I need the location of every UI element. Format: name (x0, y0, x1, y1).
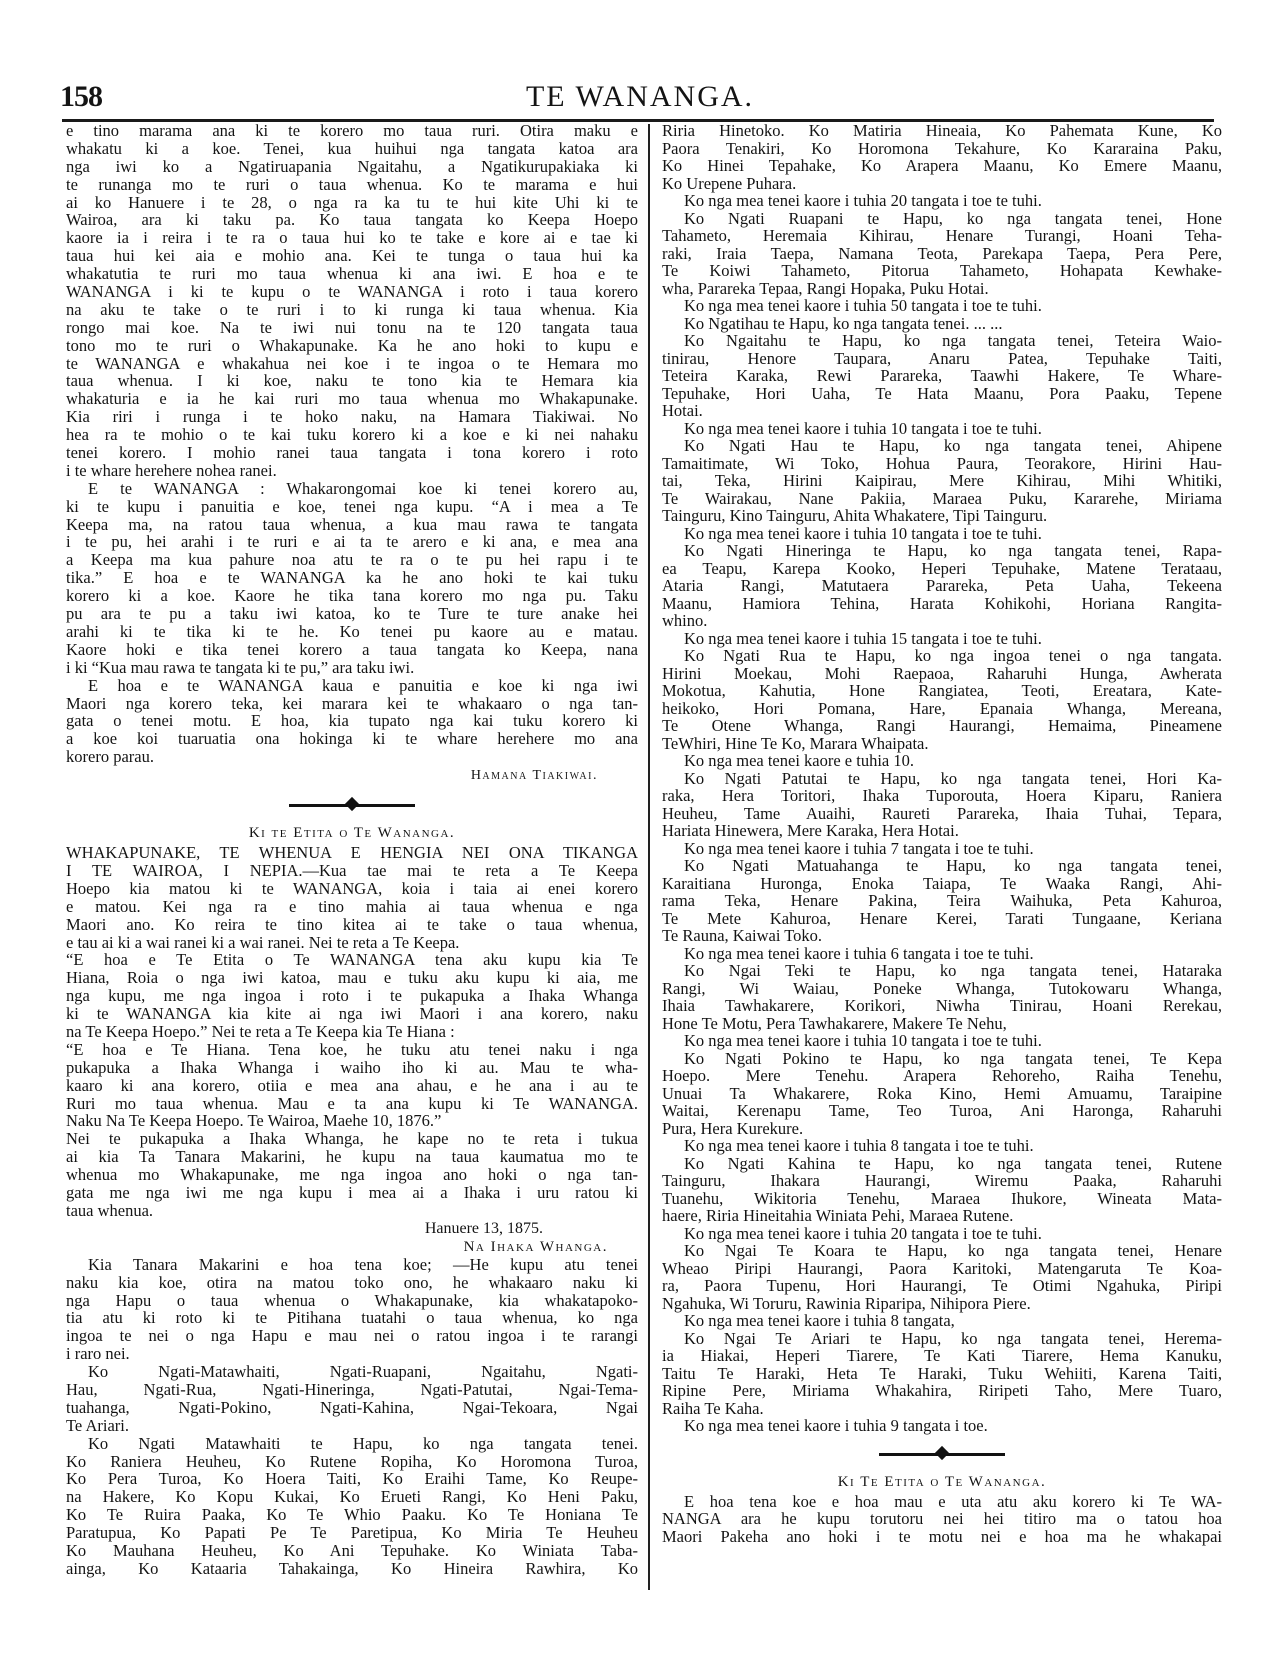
text-line: ra, Paora Tupenu, Hori Haurangi, Te Otimi Ngahuka, Piripi (662, 1276, 1222, 1295)
text-line: arahi ki te tika ki te he. Ko tenei pu kaore au e matau. (66, 621, 638, 641)
text-line: rama Teka, Henare Pakina, Teira Waihuka, Peta Kahuroa, (662, 891, 1222, 910)
text-line: tenei korero. I mohio ranei taua tangata i tona korero i roto (66, 443, 638, 463)
text-line: “E hoa e Te Etita o Te WANANGA tena aku kupu kia Te (66, 950, 638, 970)
text-line: Hau, Ngati-Rua, Ngati-Hineringa, Ngati-Patutai, Ngai-Tema- (66, 1380, 638, 1399)
paragraph (66, 122, 638, 480)
text-line: raki, Iraia Taepa, Namana Teota, Parekapa Taepa, Pera Pere, (662, 243, 1222, 263)
paragraph (662, 752, 1222, 770)
text-line: te runanga mo te ruri o taua whenua. Ko te marama e hui (66, 174, 638, 194)
text-line: Mokotua, Kahutia, Hone Rangiatea, Teoti, Ereatara, Kate- (662, 681, 1222, 700)
text-line: whenua mo Whakapunake, me nga ingoa ano hoki o nga tan- (66, 1165, 638, 1185)
text-line: Te Mete Kahuroa, Henare Kerei, Tarati Tungaane, Keriana (662, 908, 1222, 928)
text-line: Rangi, Wi Waiau, Poneke Whanga, Tutokowaru Whanga, (662, 978, 1222, 998)
text-line: Raiha Te Kaha. (662, 1398, 764, 1418)
text-line: Ko Ngaitahu te Hapu, ko nga tangata tenei, Teteira Waio- (684, 331, 1222, 350)
diamond-ornament-icon (935, 1445, 949, 1459)
text-line: I TE WAIROA, I NEPIA.—Kua tae mai te reta a Te Keepa (66, 860, 638, 880)
text-line: Ko Ngai Te Ariari te Hapu, ko nga tangata tenei, Herema- (684, 1328, 1222, 1348)
text-line: whakaturia e ia he kai ruri mo taua whenua mo Whakapunake. (66, 389, 638, 409)
text-line: Hariata Hinewera, Mere Karaka, Hera Hotai. (662, 821, 959, 840)
text-line: naku kia koe, otira na matou toko ono, he whakaaro naku ki (66, 1272, 638, 1292)
signature: Na Ihaka Whanga. (463, 1238, 608, 1255)
text-line: ingoa te nei o nga Hapu e mau nei o ratou ingoa i te rarangi (66, 1326, 638, 1346)
text-line: nga Hapu o taua whenua o Whakapunake, kia whakatapoko- (66, 1290, 638, 1310)
text-line: Waitai, Kerenapu Tame, Teo Turoa, Ani Haronga, Raharuhi (662, 1101, 1222, 1120)
paragraph (662, 210, 1222, 298)
column-rule (648, 124, 650, 1590)
text-line: Ko nga mea tenei kaore i tuhia 10 tangata i toe te tuhi. (684, 523, 1042, 543)
text-line: Hotai. (662, 401, 703, 420)
paragraph (662, 1137, 1222, 1155)
text-line: Tahameto, Heremaia Kihirau, Henare Turangi, Hoani Teha- (662, 226, 1222, 245)
paragraph (662, 630, 1222, 648)
text-line: Ko nga mea tenei kaore i tuhia 20 tangata i toe te tuhi. (684, 191, 1042, 210)
text-line: Ko Hinei Tepahake, Ko Arapera Maanu, Ko Emere Maanu, (662, 156, 1222, 175)
text-line: Tainguru, Ihakara Haurangi, Wiremu Paaka, Raharuhi (662, 1171, 1222, 1190)
text-line: “E hoa e Te Hiana. Tena koe, he tuku atu tenei naku i nga (66, 1039, 638, 1059)
text-line: Tepuhake, Hori Uaha, Te Hata Maanu, Pora Paaku, Tepene (662, 383, 1222, 403)
paragraph (66, 1435, 638, 1578)
text-line: Naku Na Te Keepa Hoepo. Te Wairoa, Maehe 10, 1876.” (66, 1111, 442, 1131)
left-column (66, 122, 638, 1578)
text-line: E hoa e te WANANGA kaua e panuitia e koe ki nga iwi (88, 675, 638, 695)
text-line: pu ara te pu a taku iwi katoa, ko te Ture te ture anake hei (66, 604, 638, 624)
text-line: nga kupu, me nga ingoa i roto i te pukapuka a Ihaka Whanga (66, 986, 638, 1006)
paragraph (662, 297, 1222, 315)
text-line: e tau ai ki a wai ranei ki a wai ranei. Nei te reta a Te Keepa. (66, 932, 460, 952)
text-line: nga iwi ko a Ngatiruapania Ngaitahu, a Ngatikurupakiaka ki (66, 156, 638, 176)
text-line: Ripine Pere, Miriama Whakahira, Riripeti Taho, Mere Tuaro, (662, 1381, 1222, 1400)
text-line: Ko Ngai Te Koara te Hapu, ko nga tangata tenei, Henare (684, 1241, 1222, 1260)
text-line: ki te kupu i panuitia e koe, tenei nga kupu. “A i mea a Te (66, 496, 638, 516)
text-line: Nei te pukapuka a Ihaka Whanga, he kape no te reta i tukua (66, 1129, 638, 1149)
text-line: Ko Ngati Ruapani te Hapu, ko nga tangata tenei, Hone (684, 208, 1222, 228)
paragraph (66, 1363, 638, 1435)
text-line: haere, Riria Hineitahia Winiata Pehi, Maraea Rutene. (662, 1206, 1014, 1225)
text-line: Paratupua, Ko Papati Pe Te Paretipua, Ko Miria Te Heuheu (66, 1523, 638, 1543)
paragraph (662, 1330, 1222, 1418)
text-line: Ngahuka, Wi Toruru, Rawinia Riparipa, Nihipora Piere. (662, 1293, 1031, 1313)
text-line: Te Wairakau, Nane Pakiia, Maraea Puku, Kararehe, Miriama (662, 488, 1222, 508)
text-line: Riria Hinetoko. Ko Matiria Hineaia, Ko Pahemata Kune, Ko (662, 121, 1222, 140)
text-line: ea Teapu, Karepa Kooko, Heperi Tepuhake, Matene Terataau, (662, 558, 1222, 578)
text-line: Ko Te Ruira Paaka, Ko Te Whio Paaku. Ko Te Honiana Te (66, 1505, 638, 1525)
paragraph (66, 480, 638, 677)
text-line: tai, Teka, Hirini Kaipirau, Mere Kihirau, Mihi Whitiki, (662, 471, 1222, 490)
text-line: Ko nga mea tenei kaore i tuhia 10 tangata i toe te tuhi. (684, 418, 1042, 438)
text-line: Taitu Te Haraki, Heta Te Haraki, Tuku Wehiiti, Karena Taiti, (662, 1363, 1222, 1383)
text-line: korero ki a koe. Kaore he tika tana korero mo nga pu. Taku (66, 586, 638, 606)
text-line: TeWhiri, Hine Te Ko, Marara Whaipata. (662, 733, 929, 753)
section-heading: Ki te Etita o Te Wananga. (248, 825, 456, 842)
text-line: Ko nga mea tenei kaore i tuhia 15 tangata i toe te tuhi. (684, 628, 1042, 648)
text-line: Maori nga korero teka, kei marara kei te whakaaro o nga tan- (66, 693, 638, 713)
text-line: hea ra te mohio o te kai tuku korero ki a koe e ki nei nahaku (66, 425, 638, 445)
text-line: Ko Mauhana Heuheu, Ko Ani Tepuhake. Ko Winiata Taba- (66, 1541, 638, 1561)
text-line: Ko Ngatihau te Hapu, ko nga tangata tenei. ... ... (684, 313, 1003, 333)
paragraph (662, 420, 1222, 438)
section-divider (66, 786, 638, 822)
text-line: Paora Tenakiri, Ko Horomona Tekahure, Ko Kararaina Paku, (662, 138, 1222, 158)
paragraph (662, 192, 1222, 210)
text-line: wha, Parareka Tepaa, Rangi Hopaka, Puku Hotai. (662, 278, 989, 298)
paragraph (66, 844, 638, 951)
text-line: i te whare herehere nohea ranei. (66, 460, 277, 480)
text-line: whakatutia te ruri mo taua whenua ki ana iwi. E hoa e te (66, 264, 638, 284)
text-line: Unuai Ta Whakarere, Roka Kino, Hemi Amuamu, Taraipine (662, 1083, 1222, 1103)
text-line: Ihaia Tawhakarere, Korikori, Niwha Tinirau, Hoani Rerekau, (662, 996, 1222, 1015)
text-line: Te Otene Whanga, Rangi Haurangi, Hemaima, Pineamene (662, 716, 1222, 735)
paragraph (662, 770, 1222, 840)
paragraph (662, 1155, 1222, 1225)
text-line: rongo mai koe. Na te iwi nui tonu na te 120 tangata taua (66, 317, 638, 337)
text-line: Ko nga mea tenei kaore i tuhia 6 tangata i toe te tuhi. (684, 943, 1034, 963)
paragraph (662, 1050, 1222, 1138)
text-line: Ko Ngati Rua te Hapu, ko nga ingoa tenei o nga tangata. (684, 646, 1222, 665)
text-line: Hone Te Motu, Pera Tawhakarere, Makere Te Nehu, (662, 1013, 1007, 1033)
text-line: Ko Pera Turoa, Ko Hoera Taiti, Ko Eraihi Tame, Ko Reupe- (66, 1469, 638, 1489)
text-line: Maori ano. Ko reira te tino kitea ai te take o taua whenua, (66, 914, 638, 934)
paragraph (662, 525, 1222, 543)
text-line: Ko Ngati Matuahanga te Hapu, ko nga tangata tenei, (684, 856, 1222, 875)
text-line: Hirini Moekau, Mohi Raepaoa, Raharuhi Hunga, Awherata (662, 663, 1222, 683)
text-line: a Keepa ma kua pahure noa atu te ra o te pu hei rapu i te (66, 550, 638, 570)
text-line: Pura, Hera Kurekure. (662, 1118, 804, 1138)
paragraph (662, 962, 1222, 1032)
text-line: ia Hiakai, Heperi Tiarere, Te Kati Tiarere, Hema Kanuku, (662, 1346, 1222, 1365)
text-line: E hoa tena koe e hoa mau e uta atu aku korero ki Te WA- (684, 1491, 1222, 1511)
text-line: i ki “Kua mau rawa te tangata ki te pu,” ara taku iwi. (66, 657, 415, 677)
text-line: Hoepo kia matou ki te WANANGA, koia i taia ai enei korero (66, 878, 638, 898)
text-line: pukapuka a Ihaka Whanga i waiho iho ki au. Mau te wha- (66, 1057, 638, 1077)
text-line: Teteira Karaka, Rewi Parareka, Taawhi Hakere, Te Whare- (662, 366, 1222, 385)
text-line: Te Rauna, Kaiwai Toko. (662, 926, 823, 945)
text-line: e matou. Kei nga ra e tino mahia ai taua whenua e nga (66, 896, 638, 916)
text-line: tia atu ki roto ki te Pitihana tuatahi o taua whenua, ko nga (66, 1308, 638, 1328)
text-line: taua whenua. I ki koe, naku te tono kia te Hemara kia (66, 371, 638, 391)
paragraph (662, 647, 1222, 752)
text-line: tinirau, Henore Taupara, Anaru Patea, Tepuhake Taiti, (662, 348, 1222, 368)
text-line: E te WANANGA : Whakarongomai koe ki tenei korero au, (88, 478, 638, 498)
paragraph (66, 1256, 638, 1363)
text-line: NANGA ara he kupu torutoru nei hei titiro ma o tatou hoa (662, 1509, 1222, 1528)
text-line: Ko nga mea tenei kaore i tuhia 8 tangata, (684, 1311, 955, 1330)
paragraph (662, 1225, 1222, 1243)
paragraph (662, 1242, 1222, 1312)
paragraph (66, 1041, 638, 1130)
text-line: WANANGA i ki te kupu o te WANANGA i roto i taua korero (66, 282, 638, 302)
text-line: Ko nga mea tenei kaore i tuhia 8 tangata i toe te tuhi. (684, 1136, 1034, 1155)
text-line: Tainguru, Kino Tainguru, Ahita Whakatere, Tipi Tainguru. (662, 506, 1048, 525)
text-line: gata me nga iwi me nga kupu i mea ai a Ihaka i uru ratou ki (66, 1182, 638, 1202)
dateline: Hanuere 13, 1875. (424, 1219, 543, 1237)
paragraph (66, 951, 638, 1040)
text-line: Karaitiana Huronga, Enoka Taiapa, Te Waaka Rangi, Ahi- (662, 873, 1222, 893)
text-line: Ko Ngai Teki te Hapu, ko nga tangata tenei, Hataraka (684, 961, 1222, 980)
text-line: ai ko Hanuere i te 28, o nga ra ka tu te hui kite Uhi ki te (66, 192, 638, 212)
text-line: WHAKAPUNAKE, TE WHENUA E HENGIA NEI ONA TIKANGA (66, 843, 638, 863)
text-line: Wairoa, ara ki taku pa. Ko taua tangata ko Keepa Hoepo (66, 210, 638, 230)
text-line: i raro nei. (66, 1344, 130, 1364)
text-line: Kia riri i runga i te hoko naku, na Hamara Tiakiwai. No (66, 407, 638, 427)
paragraph (662, 1032, 1222, 1050)
text-line: Ko nga mea tenei kaore i tuhia 20 tangata i toe te tuhi. (684, 1223, 1042, 1243)
text-line: Heuheu, Tame Auaihi, Raureti Parareka, Ihaia Tuhai, Tepara, (662, 803, 1222, 823)
paragraph (662, 332, 1222, 420)
text-line: tika.” E hoa e te WANANGA ka he ano hoki te kai tuku (66, 568, 638, 588)
section-heading: Ki Te Etita o Te Wananga. (837, 1473, 1047, 1490)
paragraph (662, 840, 1222, 858)
text-line: gata o tenei motu. E hoa, kia tupato nga kai tuku korero ki (66, 711, 638, 731)
text-line: Te Ariari. (66, 1415, 129, 1435)
paragraph (662, 122, 1222, 192)
text-line: Ko Ngati Kahina te Hapu, ko nga tangata tenei, Rutene (684, 1153, 1222, 1173)
text-line: Ko Ngati Pokino te Hapu, ko nga tangata tenei, Te Kepa (684, 1048, 1222, 1068)
text-line: tono mo te ruri o Whakapunake. Ka he ano hoki to kupu e (66, 335, 638, 355)
text-line: Maanu, Hamiora Tehina, Harata Kohikohi, Horiana Rangita- (662, 593, 1222, 613)
text-line: Ko Urepene Puhara. (662, 173, 797, 193)
right-column (662, 122, 1222, 1545)
text-line: e tino marama ana ki te korero mo taua ruri. Otira maku e (66, 121, 638, 140)
text-line: na Te Keepa Hoepo.” Nei te reta a Te Keepa kia Te Hiana : (66, 1021, 455, 1041)
paragraph (662, 1312, 1222, 1330)
text-line: Ko nga mea tenei kaore i tuhia 50 tangata i toe te tuhi. (684, 296, 1042, 315)
text-line: whino. (662, 611, 708, 630)
text-line: i te pu, hei arahi i te ruri e ai ta te arero e ki ana, e mea ana (66, 532, 638, 552)
text-line: Keepa ma, na ratou taua whenua, a kua mau rawa te tangata (66, 514, 638, 534)
paragraph (662, 945, 1222, 963)
text-line: Ko Ngati Hau te Hapu, ko nga tangata tenei, Ahipene (684, 436, 1222, 455)
text-line: ai kia Ta Tanara Makarini, he kupu na taua kaumatua mo te (66, 1147, 638, 1167)
text-line: Ko Raniera Heuheu, Ko Rutene Ropiha, Ko Horomona Turoa, (66, 1451, 638, 1471)
text-line: Ko nga mea tenei kaore i tuhia 9 tangata i toe. (684, 1416, 988, 1435)
text-line: taua whenua. (66, 1200, 154, 1220)
text-line: heikoko, Hori Pomana, Hare, Epanaia Whanga, Mereana, (662, 698, 1222, 718)
text-line: Ko Ngati Patutai te Hapu, ko nga tangata tenei, Hori Ka- (684, 768, 1222, 788)
diamond-ornament-icon (345, 797, 359, 811)
text-line: Kia Tanara Makarini e hoa tena koe; —He kupu atu tenei (88, 1254, 638, 1274)
text-line: kaaro ki ana korero, otiia e mea ana ahau, e he ana i au te (66, 1075, 638, 1095)
text-line: Ko Ngati Hineringa te Hapu, ko nga tangata tenei, Rapa- (684, 541, 1222, 560)
text-line: na aku te take o te ruri i to ki runga ki taua whenua. Kia (66, 299, 638, 319)
text-line: ainga, Ko Kataaria Tahakainga, Ko Hineira Rawhira, Ko (66, 1558, 638, 1578)
text-line: korero parau. (66, 747, 154, 767)
text-line: tuahanga, Ngati-Pokino, Ngati-Kahina, Ngai-Tekoara, Ngai (66, 1397, 638, 1417)
text-line: na Hakere, Ko Kopu Kukai, Ko Erueti Rangi, Ko Heni Paku, (66, 1487, 638, 1507)
page-number: 158 (60, 80, 102, 113)
paragraph (66, 1130, 638, 1219)
paragraph (662, 542, 1222, 630)
text-line: Ko nga mea tenei kaore i tuhia 10 tangata i toe te tuhi. (684, 1031, 1042, 1050)
text-line: Hiana, Roia o nga iwi katoa, mau e tuku aku kupu ki aia, me (66, 968, 638, 988)
text-line: Ataria Rangi, Matutaera Parareka, Peta Uaha, Tekeena (662, 576, 1222, 595)
text-line: raka, Hera Toritori, Ihaka Tuporouta, Hoera Kiparu, Raniera (662, 786, 1222, 805)
paragraph (662, 857, 1222, 945)
paragraph (662, 1493, 1222, 1546)
paragraph (662, 1417, 1222, 1435)
text-line: ki te WANANGA kia kite ai nga iwi Maori i ana korero, naku (66, 1004, 638, 1024)
text-line: Ko Ngati-Matawhaiti, Ngati-Ruapani, Ngaitahu, Ngati- (88, 1362, 638, 1382)
text-line: a koe koi tuaruatia ona hokinga ki te whare herehere mo ana (66, 729, 638, 749)
text-line: Te Koiwi Tahameto, Pitorua Tahameto, Hohapata Kewhake- (662, 261, 1222, 280)
text-line: Ko nga mea tenei kaore e tuhia 10. (684, 751, 914, 770)
text-line: Ko nga mea tenei kaore i tuhia 7 tangata i toe te tuhi. (684, 838, 1034, 858)
text-line: Tuanehu, Wikitoria Tenehu, Maraea Ihukore, Wineata Mata- (662, 1188, 1222, 1208)
section-divider (662, 1435, 1222, 1471)
text-line: taua hui kei aia e mohio ana. Kei te tunga o taua hui ka (66, 246, 638, 266)
text-line: Hoepo. Mere Tenehu. Arapera Rehoreho, Raiha Tenehu, (662, 1066, 1222, 1085)
text-line: Tamaitimate, Wi Toko, Hohua Paura, Teorakore, Hirini Hau- (662, 453, 1222, 473)
signature: Hamana Tiakiwai. (470, 768, 598, 784)
text-line: Ko Ngati Matawhaiti te Hapu, ko nga tangata tenei. (88, 1433, 638, 1453)
text-line: whakatu ki a koe. Tenei, kua huihui nga tangata katoa ara (66, 138, 638, 158)
text-line: Maori Pakeha ano hoki i te motu nei e hoa ma he whakapai (662, 1526, 1222, 1546)
text-line: Wheao Piripi Haurangi, Paora Karitoki, Matengaruta Te Koa- (662, 1258, 1222, 1278)
paragraph (66, 677, 638, 766)
text-line: Ruri mo taua whenua. Mau e ta ana kupu ki Te WANANGA. (66, 1093, 638, 1113)
newspaper-title: TE WANANGA. (525, 80, 755, 113)
text-line: Kaore hoki e tika tenei korero a taua tangata ko Keepa, nana (66, 639, 638, 659)
text-line: kaore ia i reira i te ra o taua hui ko te take e kore ai e tae ki (66, 228, 638, 248)
text-line: te WANANGA e whakahua nei koe i te ingoa o te Hemara mo (66, 353, 638, 373)
paragraph (662, 315, 1222, 333)
paragraph (662, 437, 1222, 525)
